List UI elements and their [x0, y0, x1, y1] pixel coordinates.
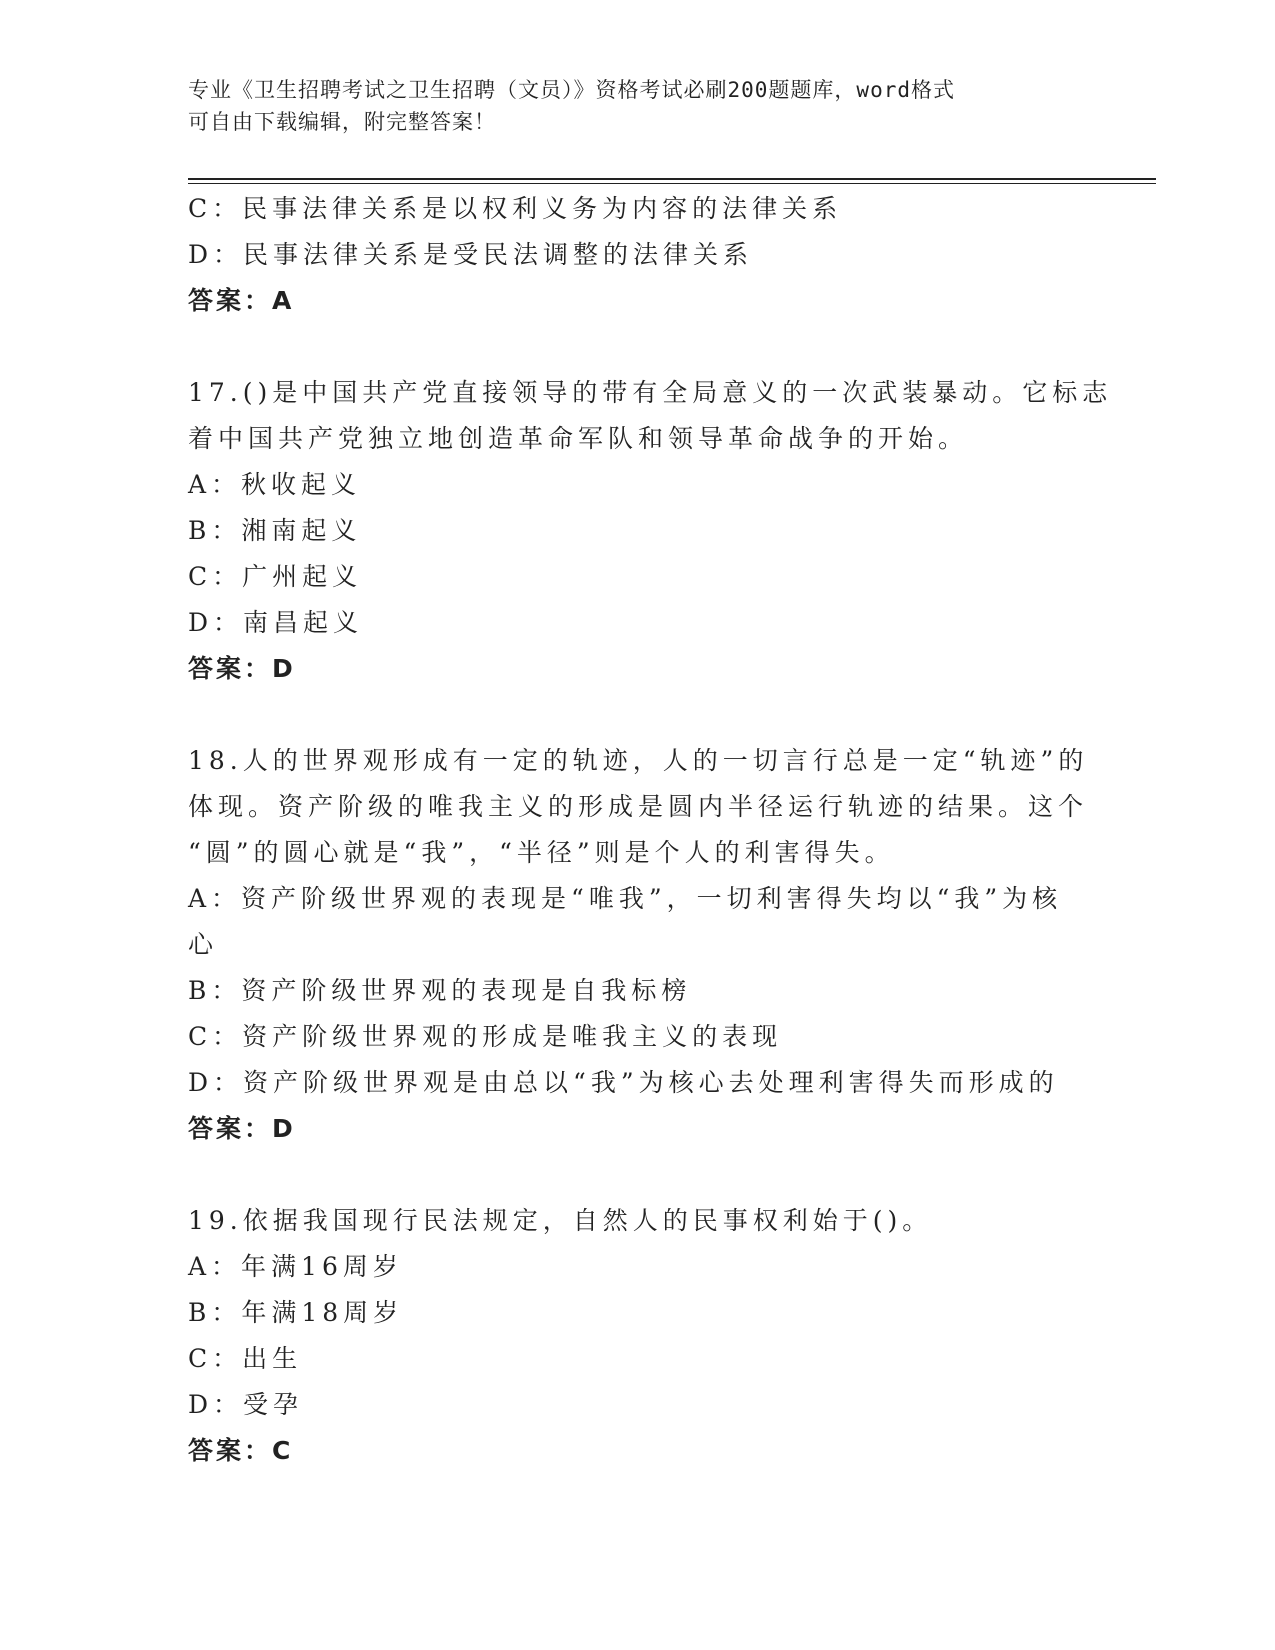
question-16: [188, 186, 1088, 324]
option-b: B：湘南起义: [188, 516, 362, 545]
header-line-2: 可自由下载编辑，附完整答案！: [188, 110, 496, 134]
spacer: [188, 324, 1088, 370]
option-c: C：广州起义: [188, 562, 363, 591]
answer: 答案：A: [188, 286, 295, 315]
option-d: D：南昌起义: [188, 608, 364, 637]
option-d: D：受孕: [188, 1390, 304, 1419]
question-stem: 18.人的世界观形成有一定的轨迹，人的一切言行总是一定“轨迹”的: [188, 746, 1089, 775]
question-stem: 着中国共产党独立地创造革命军队和领导革命战争的开始。: [188, 424, 969, 453]
option-a-continued: 心: [188, 930, 219, 959]
option-b: B：资产阶级世界观的表现是自我标榜: [188, 976, 692, 1005]
header-line-1: 专业《卫生招聘考试之卫生招聘（文员）》资格考试必刷200题题库，word格式: [188, 78, 955, 102]
question-content: [188, 186, 1113, 1474]
option-d: D：民事法律关系是受民法调整的法律关系: [188, 240, 754, 269]
question-stem: 体现。资产阶级的唯我主义的形成是圆内半径运行轨迹的结果。这个: [188, 792, 1089, 821]
option-c: C：资产阶级世界观的形成是唯我主义的表现: [188, 1022, 783, 1051]
option-a: A：年满16周岁: [188, 1252, 403, 1281]
question-stem: “圆”的圆心就是“我”，“半径”则是个人的利害得失。: [188, 838, 895, 867]
header-rule-thin: [188, 183, 1156, 184]
page-header: [188, 74, 1088, 138]
spacer: [188, 1152, 1088, 1198]
option-c: C：出生: [188, 1344, 303, 1373]
spacer: [188, 692, 1088, 738]
option-a: A：秋收起义: [188, 470, 362, 499]
question-19: [188, 1198, 1088, 1474]
answer: 答案：D: [188, 654, 296, 683]
question-stem: 19.依据我国现行民法规定，自然人的民事权利始于()。: [188, 1206, 933, 1235]
option-d: D：资产阶级世界观是由总以“我”为核心去处理利害得失而形成的: [188, 1068, 1059, 1097]
option-c: C：民事法律关系是以权利义务为内容的法律关系: [188, 194, 843, 223]
header-rule-thick: [188, 178, 1156, 180]
option-b: B：年满18周岁: [188, 1298, 404, 1327]
question-18: [188, 738, 1088, 1152]
answer: 答案：C: [188, 1436, 294, 1465]
question-stem: 17.()是中国共产党直接领导的带有全局意义的一次武装暴动。它标志: [188, 378, 1113, 407]
option-a: A：资产阶级世界观的表现是“唯我”，一切利害得失均以“我”为核: [188, 884, 1063, 913]
answer: 答案：D: [188, 1114, 296, 1143]
question-17: [188, 370, 1113, 692]
